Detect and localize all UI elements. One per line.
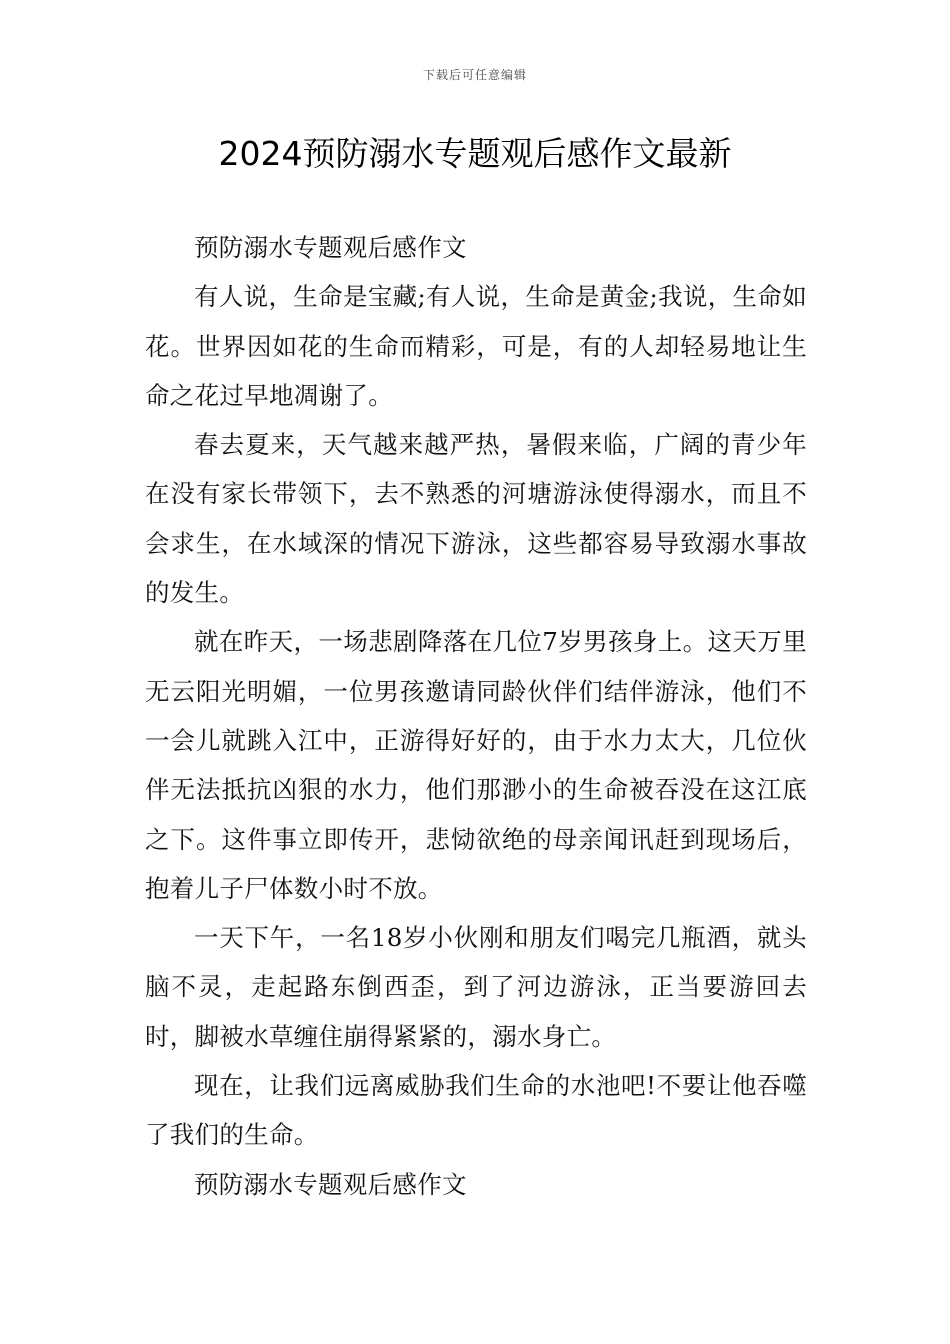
paragraph: 现在，让我们远离威胁我们生命的水池吧!不要让他吞噬了我们的生命。 [145, 1071, 807, 1150]
document-body [145, 223, 807, 1209]
paragraph: 有人说，生命是宝藏;有人说，生命是黄金;我说，生命如花。世界因如花的生命而精彩，可是，有的人却轻易地让生命之花过早地凋谢了。 [145, 282, 807, 410]
header-note: 下载后可任意编辑 [422, 68, 527, 82]
paragraph: 就在昨天，一场悲剧降落在几位7岁男孩身上。这天万里无云阳光明媚，一位男孩邀请同龄伙伴们结伴游泳，他们不一会儿就跳入江中，正游得好好的，由于水力太大，几位伙伴无法抵抗凶狠的水力，他们那渺小的生命被吞没在这江底之下。这件事立即传开，悲恸欲绝的母亲闻讯赶到现场后，抱着儿子尸体数小时不放。 [145, 627, 807, 903]
paragraph-subtitle: 预防溺水专题观后感作文 [194, 1169, 467, 1199]
paragraph: 春去夏来，天气越来越严热，暑假来临，广阔的青少年在没有家长带领下，去不熟悉的河塘游泳使得溺水，而且不会求生，在水域深的情况下游泳，这些都容易导致溺水事故的发生。 [145, 430, 807, 608]
paragraph-subtitle: 预防溺水专题观后感作文 [194, 233, 467, 262]
document-title: 2024预防溺水专题观后感作文最新 [218, 134, 732, 173]
paragraph: 一天下午，一名18岁小伙刚和朋友们喝完几瓶酒，就头脑不灵，走起路东倒西歪，到了河边游泳，正当要游回去时，脚被水草缠住崩得紧紧的，溺水身亡。 [145, 923, 807, 1051]
